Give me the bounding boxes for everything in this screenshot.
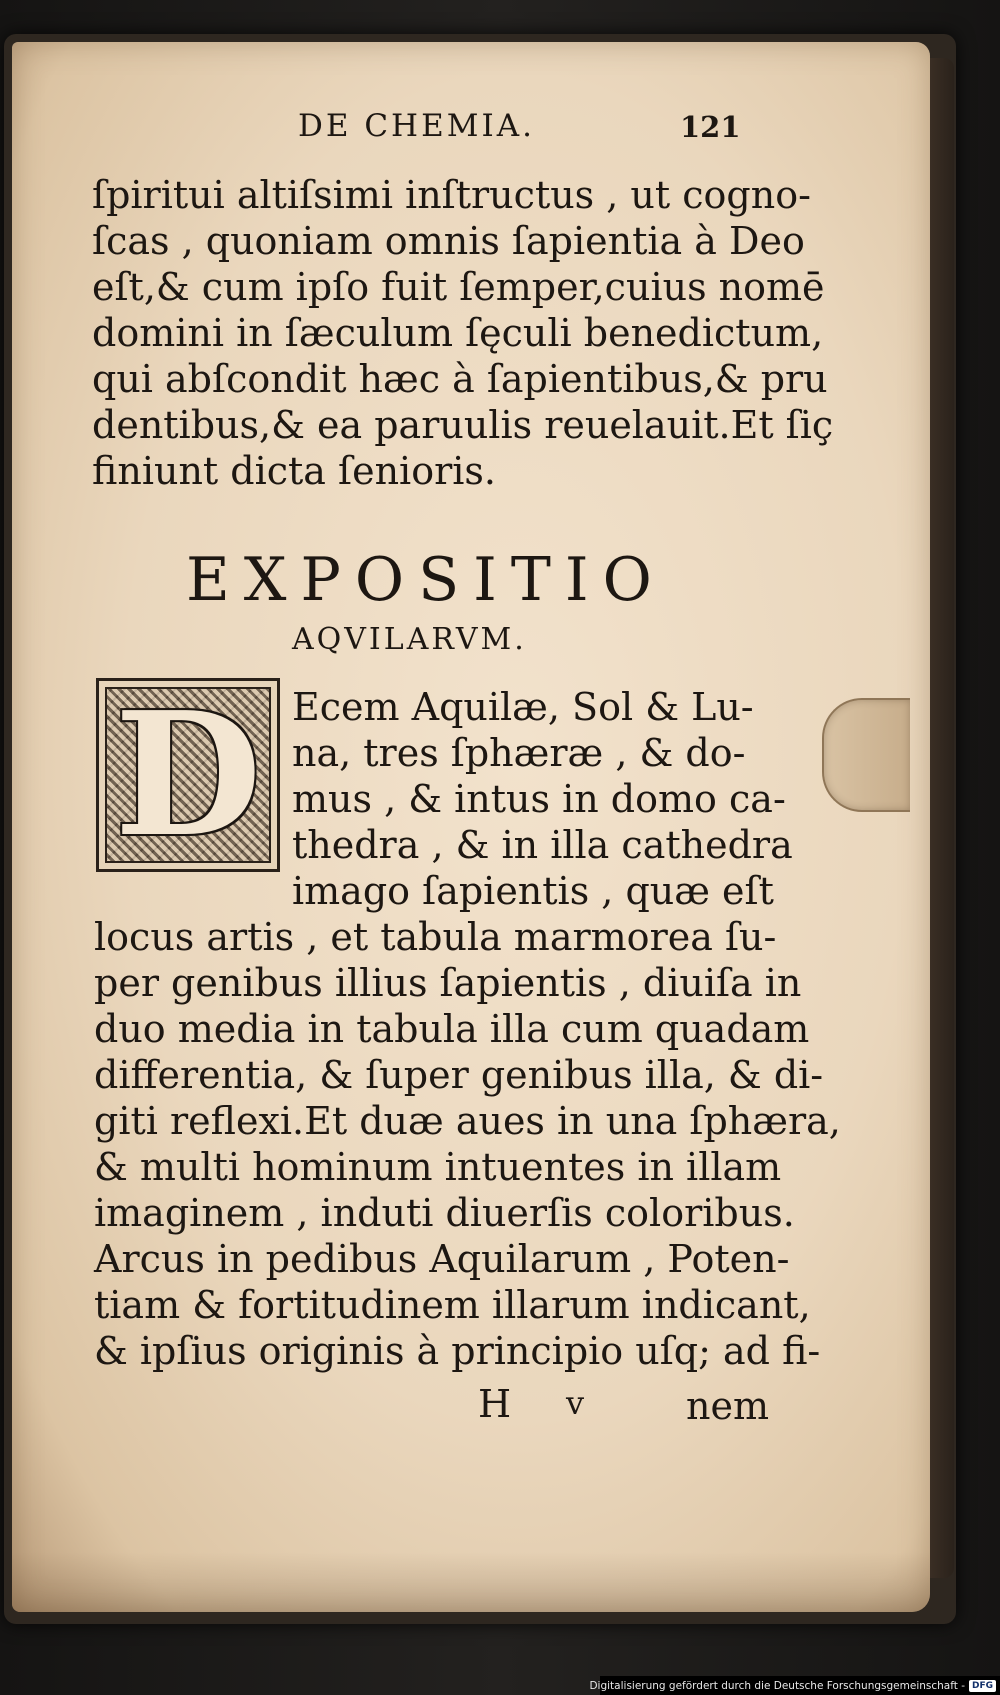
decorated-initial <box>96 675 280 875</box>
section-title: EXPOSITIO <box>186 545 666 615</box>
text-line: imaginem , induti diuerſis coloribus. <box>94 1191 795 1235</box>
text-line: & multi hominum intuentes in illam <box>94 1145 782 1189</box>
text-line: ſpiritui altiſsimi inſtructus , ut cogno- <box>92 173 811 217</box>
catchword: nem <box>686 1384 769 1428</box>
text-line: finiunt dicta ſenioris. <box>92 449 496 493</box>
signature-mark: H <box>478 1382 512 1426</box>
text-line: domini in ſæculum ſęculi benedictum, <box>92 311 824 355</box>
text-line: thedra , & in illa cathedra <box>292 823 793 867</box>
text-line: duo media in tabula illa cum quadam <box>94 1007 810 1051</box>
text-line: Ecem Aquilæ, Sol & Lu- <box>292 685 754 729</box>
digitization-credit <box>589 1676 1000 1695</box>
dfg-logo: DFG <box>969 1680 996 1692</box>
text-line: mus , & intus in domo ca- <box>292 777 786 821</box>
text-line: ſcas , quoniam omnis ſapientia à Deo <box>92 219 805 263</box>
text-line: qui abſcondit hæc à ſapientibus,& pru <box>92 357 828 401</box>
page-number: 121 <box>680 110 741 144</box>
text-line: differentia, & ſuper genibus illa, & di- <box>94 1053 824 1097</box>
text-line: Arcus in pedibus Aquilarum , Poten- <box>94 1237 790 1281</box>
text-line: tiam & fortitudinem illarum indicant, <box>94 1283 811 1327</box>
text-line: giti reflexi.Et duæ aues in una ſphæra, <box>94 1099 841 1143</box>
text-line: eſt,& cum ipſo fuit ſemper,cuius nomē <box>92 265 825 309</box>
running-head: DE CHEMIA. <box>298 108 535 144</box>
initial-letter: D <box>114 675 262 875</box>
text-line: per genibus illius ſapientis , diuiſa in <box>94 961 802 1005</box>
text-line: & ipſius originis à principio uſq; ad fi- <box>94 1329 821 1373</box>
signature-number: v <box>566 1384 585 1422</box>
text-line: locus artis , et tabula marmorea ſu- <box>94 915 777 959</box>
text-line: dentibus,& ea paruulis reuelauit.Et ſiç <box>92 403 834 447</box>
section-subtitle: AQVILARVM. <box>292 622 527 657</box>
text-line: imago ſapientis , quæ eſt <box>292 869 774 913</box>
text-line: na, tres ſphæræ , & do- <box>292 731 746 775</box>
credit-text: Digitalisierung gefördert durch die Deutsche Forschungsgemeinschaft - <box>589 1679 965 1692</box>
